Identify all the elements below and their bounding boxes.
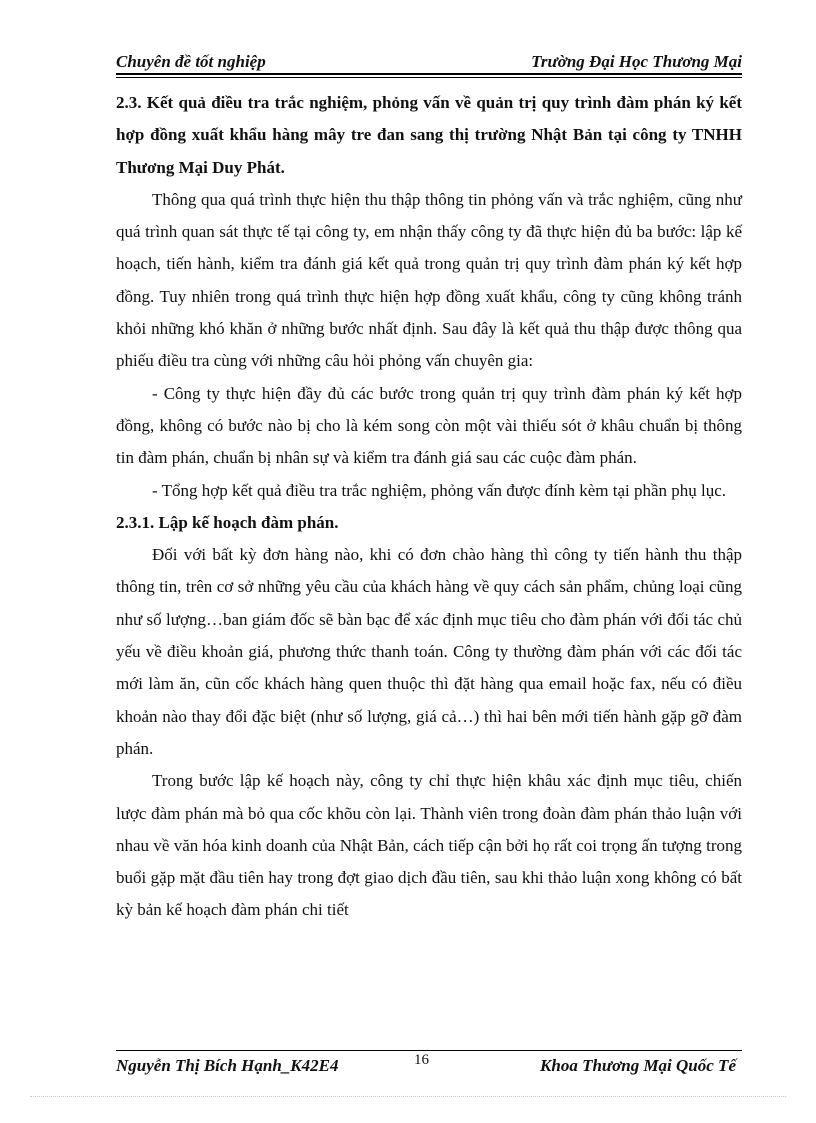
page-header: [116, 52, 742, 74]
page-footer: [116, 1052, 742, 1078]
footer-faculty: Khoa Thương Mại Quốc Tế: [540, 1056, 736, 1075]
footer-rule: [116, 1050, 742, 1051]
section-heading: 2.3. Kết quả điều tra trắc nghiệm, phỏng vấn về quản trị quy trình đàm phán ký kết hợp đồng xuất khẩu hàng mây tre đan sang thị trường Nhật Bản tại công ty TNHH Thương Mại Duy Phát.: [116, 93, 742, 177]
footer-author: Nguyễn Thị Bích Hạnh_K42E4: [116, 1056, 339, 1075]
page-number: 16: [414, 1052, 429, 1068]
paragraph-2: Đối với bất kỳ đơn hàng nào, khi có đơn chào hàng thì công ty tiến hành thu thập thông tin, trên cơ sở những yêu cầu của khách hàng về quy cách sản phẩm, chủng loại cũng như số lượng…ban giám đốc sẽ bàn bạc để xác định mục tiêu cho đàm phán với đối tác chủ yếu về điều khoản giá, phương thức thanh toán. Công ty thường đàm phán với các đối tác mới làm ăn, cũn cốc khách hàng quen thuộc thì đặt hàng qua email hoặc fax, nếu có điều khoản nào thay đổi đặc biệt (như số lượng, giá cả…) thì hai bên mới tiến hành gặp gỡ đàm phán.: [116, 545, 742, 758]
header-rule-thin: [116, 77, 742, 78]
page-body: [116, 87, 742, 927]
paragraph-3: Trong bước lập kế hoạch này, công ty chỉ thực hiện khâu xác định mục tiêu, chiến lược đàm phán mà bỏ qua cốc khõu còn lại. Thành viên trong đoàn đàm phán thảo luận với nhau về văn hóa kinh doanh của Nhật Bản, cách tiếp cận bởi họ rất coi trọng ấn tượng trong buổi gặp mặt đầu tiên hay trong đợt giao dịch đầu tiên, sau khi thảo luận xong không có bất kỳ bản kế hoạch đàm phán chi tiết: [116, 771, 742, 920]
page-bottom-dotted-line: [30, 1096, 786, 1097]
header-rule-thick: [116, 73, 742, 75]
paragraph-bullet-1: - Công ty thực hiện đầy đủ các bước trong quản trị quy trình đàm phán ký kết hợp đồng, không có bước nào bị cho là kém song còn một vài thiếu sót ở khâu chuẩn bị thông tin đàm phán, chuẩn bị nhân sự và kiểm tra đánh giá sau các cuộc đàm phán.: [116, 383, 742, 468]
header-right-title: Trường Đại Học Thương Mại: [531, 52, 742, 71]
paragraph-1: Thông qua quá trình thực hiện thu thập thông tin phỏng vấn và trắc nghiệm, cũng như quá trình quan sát thực tế tại công ty, em nhận thấy công ty đã thực hiện đủ ba bước: lập kế hoạch, tiến hành, kiểm tra đánh giá kết quả trong quản trị quy trình đàm phán ký kết hợp đồng. Tuy nhiên trong quá trình thực hiện hợp đồng xuất khẩu, công ty cũng không tránh khỏi những khó khăn ở những bước nhất định. Sau đây là kết quả thu thập được thông qua phiếu điều tra cùng với những câu hỏi phỏng vấn chuyên gia:: [116, 189, 742, 371]
header-left-title: Chuyên đề tốt nghiệp: [116, 52, 266, 71]
paragraph-bullet-2: - Tổng hợp kết quả điều tra trắc nghiệm, phỏng vấn được đính kèm tại phần phụ lục.: [152, 480, 727, 500]
subsection-heading: 2.3.1. Lập kế hoạch đàm phán.: [116, 512, 339, 532]
